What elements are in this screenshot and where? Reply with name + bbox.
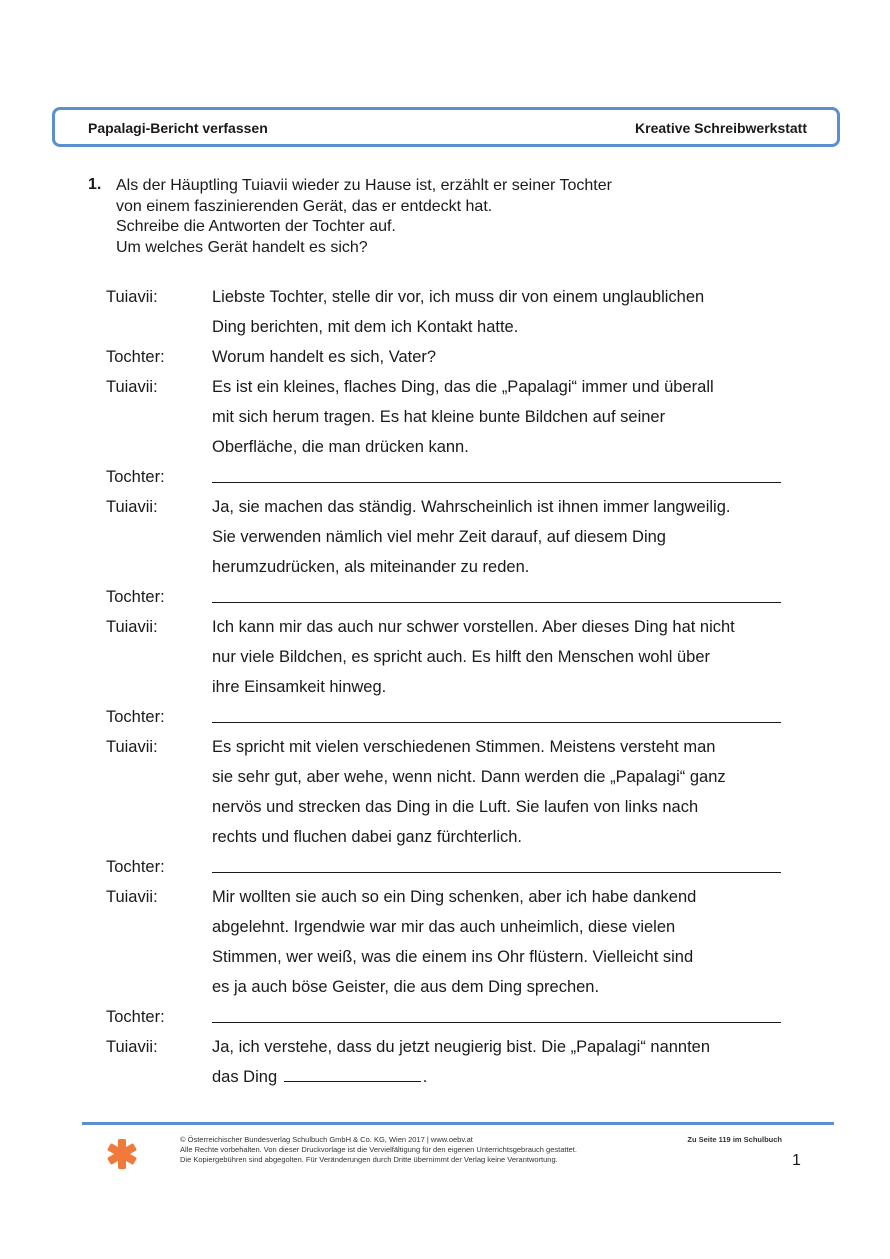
answer-line[interactable]: [212, 1002, 781, 1023]
dialogue-line: abgelehnt. Irgendwie war mir das auch unheimlich, diese vielen: [212, 918, 676, 936]
dialogue-line: sie sehr gut, aber wehe, wenn nicht. Dann werden die „Papalagi“ ganz: [212, 768, 726, 786]
final-suffix: .: [422, 1068, 428, 1086]
dialogue-row: [106, 342, 796, 372]
dialogue-line: Oberfläche, die man drücken kann.: [212, 438, 469, 456]
task-line: Als der Häuptling Tuiavii wieder zu Hause ist, erzählt er seiner Tochter: [116, 177, 612, 194]
speaker-label: Tochter:: [106, 858, 165, 876]
footer-line: Alle Rechte vorbehalten. Von dieser Druckvorlage ist die Vervielfältigung für den eigenen Unterrichtsgebrauch gestattet.: [180, 1145, 577, 1154]
final-prefix: das Ding: [212, 1068, 278, 1086]
footer-page-reference: Zu Seite 119 im Schulbuch: [687, 1135, 782, 1144]
dialogue-row: [106, 1032, 796, 1092]
worksheet-title: Papalagi-Bericht verfassen: [88, 120, 268, 136]
dialogue-line: rechts und fluchen dabei ganz fürchterlich.: [212, 828, 523, 846]
dialogue-row: [106, 492, 796, 582]
speaker-label: Tuiavii:: [106, 498, 158, 516]
footer-line: © Österreichischer Bundesverlag Schulbuch GmbH & Co. KG, Wien 2017 | www.oebv.at: [180, 1135, 473, 1144]
speaker-label: Tochter:: [106, 588, 165, 606]
dialogue-line: Ich kann mir das auch nur schwer vorstellen. Aber dieses Ding hat nicht: [212, 618, 735, 636]
speaker-label: Tuiavii:: [106, 1038, 158, 1056]
answer-blank[interactable]: [284, 1065, 421, 1082]
dialogue-final-line: [212, 1062, 792, 1092]
dialogue-line: herumzudrücken, als miteinander zu reden.: [212, 558, 530, 576]
dialogue-row: [106, 372, 796, 462]
dialogue-line: Ding berichten, mit dem ich Kontakt hatte.: [212, 318, 519, 336]
speaker-label: Tuiavii:: [106, 888, 158, 906]
task-instructions: [116, 176, 756, 258]
dialogue-line: Ja, sie machen das ständig. Wahrscheinlich ist ihnen immer langweilig.: [212, 498, 731, 516]
dialogue-line: Worum handelt es sich, Vater?: [212, 348, 437, 366]
speaker-label: Tuiavii:: [106, 378, 158, 396]
dialogue-row: [106, 732, 796, 852]
dialogue-row: [106, 612, 796, 702]
answer-line[interactable]: [212, 852, 781, 873]
worksheet-category: Kreative Schreibwerkstatt: [635, 120, 807, 136]
speaker-label: Tuiavii:: [106, 618, 158, 636]
footer-rule: [82, 1122, 834, 1125]
page-number: 1: [792, 1152, 801, 1169]
dialogue-line: Ja, ich verstehe, dass du jetzt neugierig bist. Die „Papalagi“ nannten: [212, 1038, 711, 1056]
dialogue-line: es ja auch böse Geister, die aus dem Ding sprechen.: [212, 978, 600, 996]
dialogue: [106, 282, 796, 1092]
dialogue-row: [106, 852, 796, 876]
dialogue-row: [106, 462, 796, 486]
speaker-label: Tochter:: [106, 348, 165, 366]
task-line: von einem faszinierenden Gerät, das er entdeckt hat.: [116, 197, 493, 215]
task-number: 1.: [88, 176, 102, 193]
dialogue-line: Stimmen, wer weiß, was die einem ins Ohr flüstern. Vielleicht sind: [212, 948, 694, 966]
speaker-label: Tuiavii:: [106, 288, 158, 306]
dialogue-row: [106, 882, 796, 1002]
publisher-logo-icon: [104, 1136, 140, 1172]
answer-line[interactable]: [212, 702, 781, 723]
dialogue-row: [106, 702, 796, 726]
dialogue-line: nur viele Bildchen, es spricht auch. Es hilft den Menschen wohl über: [212, 648, 711, 666]
speaker-label: Tochter:: [106, 708, 165, 726]
answer-line[interactable]: [212, 582, 781, 603]
dialogue-row: [106, 1002, 796, 1026]
dialogue-line: Liebste Tochter, stelle dir vor, ich muss dir von einem unglaublichen: [212, 288, 705, 306]
dialogue-row: [106, 582, 796, 606]
logo-star-shape: [107, 1139, 137, 1169]
dialogue-line: ihre Einsamkeit hinweg.: [212, 678, 387, 696]
dialogue-line: Mir wollten sie auch so ein Ding schenken, aber ich habe dankend: [212, 888, 697, 906]
task-line: Um welches Gerät handelt es sich?: [116, 238, 368, 256]
speaker-label: Tochter:: [106, 468, 165, 486]
dialogue-line: mit sich herum tragen. Es hat kleine bunte Bildchen auf seiner: [212, 408, 666, 426]
speaker-label: Tochter:: [106, 1008, 165, 1026]
dialogue-line: Es ist ein kleines, flaches Ding, das die „Papalagi“ immer und überall: [212, 378, 714, 396]
dialogue-row: [106, 282, 796, 342]
speaker-label: Tuiavii:: [106, 738, 158, 756]
task-line: Schreibe die Antworten der Tochter auf.: [116, 218, 396, 235]
dialogue-line: Es spricht mit vielen verschiedenen Stimmen. Meistens versteht man: [212, 738, 716, 756]
dialogue-line: Sie verwenden nämlich viel mehr Zeit darauf, auf diesem Ding: [212, 528, 666, 546]
footer-line: Die Kopiergebühren sind abgegolten. Für Veränderungen durch Dritte übernimmt der Verlag keine Verantwortung.: [180, 1155, 558, 1164]
header-box: [52, 107, 840, 147]
answer-line[interactable]: [212, 462, 781, 483]
dialogue-line: nervös und strecken das Ding in die Luft. Sie laufen von links nach: [212, 798, 699, 816]
footer-copyright: [180, 1135, 577, 1165]
